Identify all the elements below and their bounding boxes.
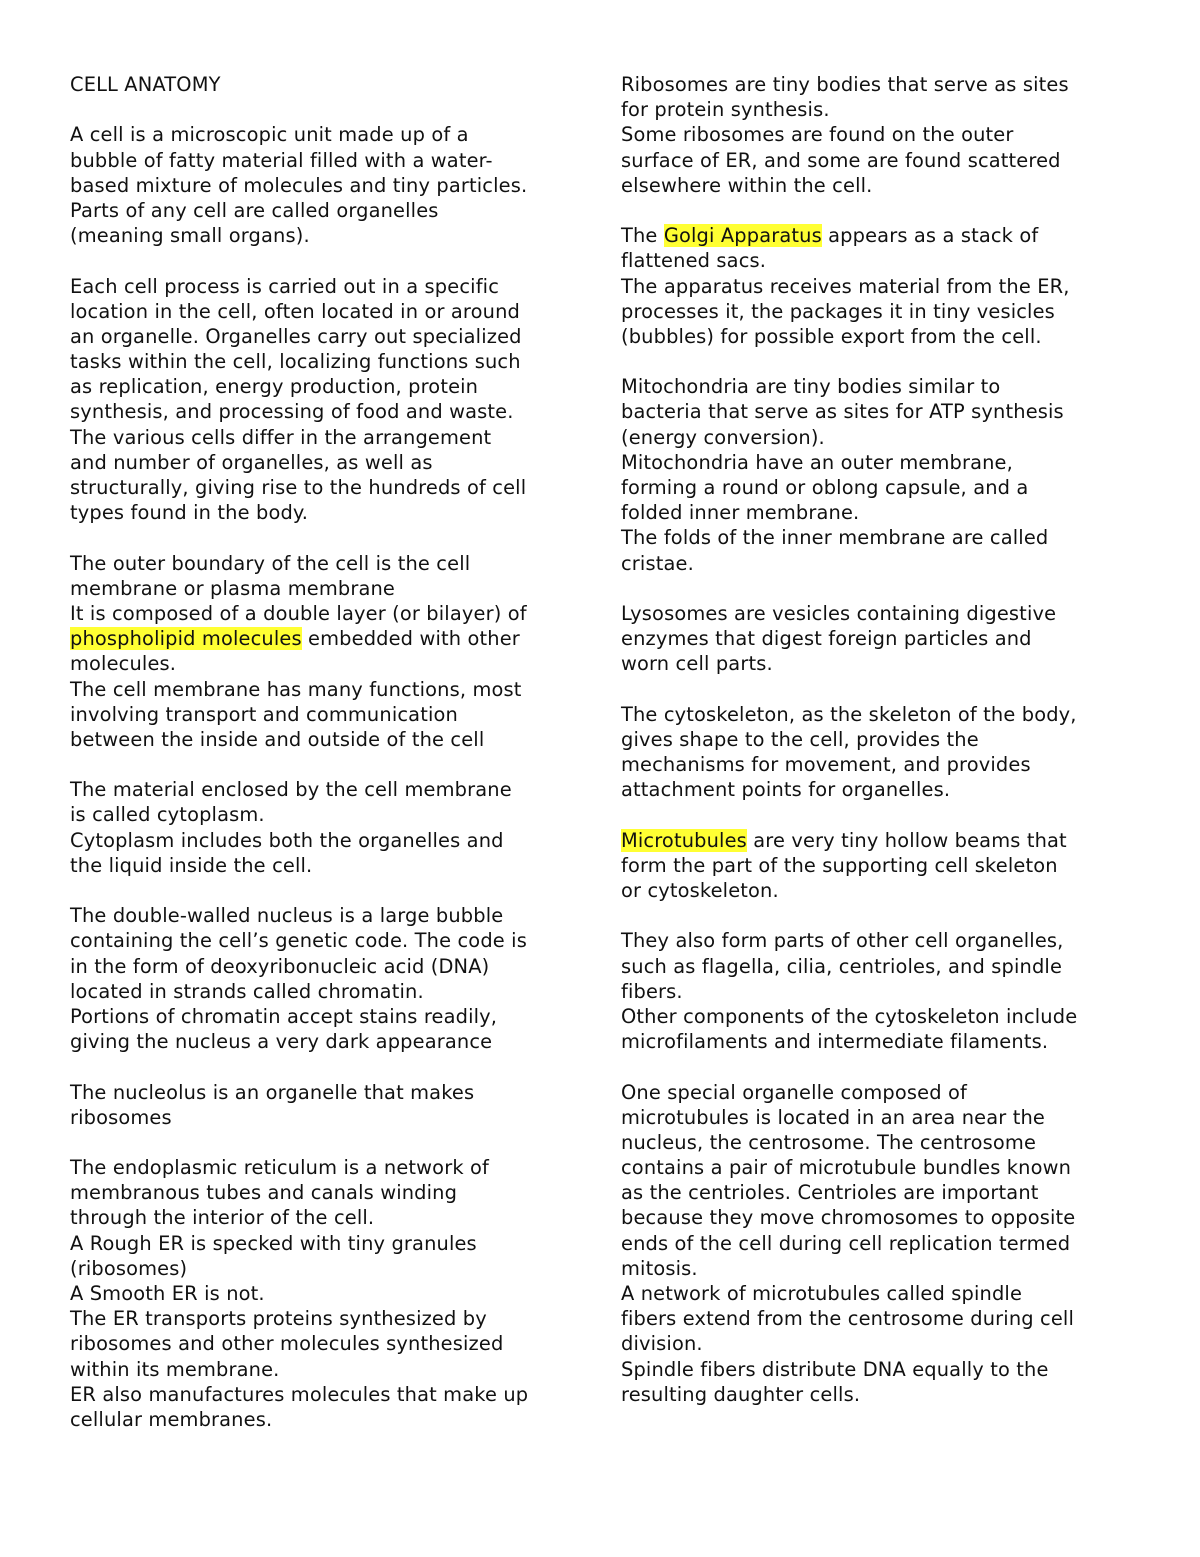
text-line: giving the nucleus a very dark appearance — [70, 1030, 493, 1054]
right-column — [621, 72, 1131, 1407]
text-line: microtubules is located in an area near the — [621, 1105, 1045, 1129]
paragraph-gap — [70, 248, 580, 273]
highlighted-term: Microtubules — [621, 828, 747, 852]
text-line: The endoplasmic reticulum is a network of — [70, 1156, 489, 1180]
text-line: nucleus, the centrosome. The centrosome — [621, 1130, 1037, 1154]
text-line: an organelle. Organelles carry out specialized — [70, 324, 522, 348]
text-line: because they move chromosomes to opposite — [621, 1206, 1076, 1230]
text-line: Lysosomes are vesicles containing digestive — [621, 601, 1057, 625]
paragraph-gap — [70, 752, 580, 777]
text-line: They also form parts of other cell organelles, — [621, 929, 1064, 953]
paragraph-gap — [621, 802, 1131, 827]
text-segment: The — [621, 224, 664, 248]
text-line: is called cytoplasm. — [70, 803, 265, 827]
text-line: molecules. — [70, 652, 177, 676]
text-line: fibers extend from the centrosome during cell — [621, 1307, 1074, 1331]
paragraph-gap — [621, 349, 1131, 374]
text-segment: are very tiny hollow beams that — [746, 828, 1067, 852]
text-line: bubble of fatty material filled with a water- — [70, 148, 493, 172]
text-line: membranous tubes and canals winding — [70, 1181, 458, 1205]
text-line: fibers. — [621, 979, 683, 1003]
text-segment: appears as a stack of — [821, 224, 1039, 248]
text-line: The apparatus receives material from the ER, — [621, 274, 1070, 298]
paragraph-gap — [621, 576, 1131, 601]
text-line: the liquid inside the cell. — [70, 853, 313, 877]
text-line: Parts of any cell are called organelles — [70, 198, 439, 222]
text-line: The various cells differ in the arrangement — [70, 425, 492, 449]
paragraph-gap — [621, 1054, 1131, 1079]
text-line: located in strands called chromatin. — [70, 979, 424, 1003]
text-line: Ribosomes are tiny bodies that serve as sites — [621, 73, 1069, 96]
text-line: processes it, the packages it in tiny vesicles — [621, 299, 1055, 323]
text-line: folded inner membrane. — [621, 501, 860, 525]
paragraph-gap — [621, 677, 1131, 702]
text-line: synthesis, and processing of food and waste. — [70, 400, 514, 424]
text-line: A Rough ER is specked with tiny granules — [70, 1231, 477, 1255]
text-line: (ribosomes) — [70, 1256, 188, 1280]
text-line: The ER transports proteins synthesized by — [70, 1307, 487, 1331]
text-line: ER also manufactures molecules that make up — [70, 1382, 529, 1406]
text-line: within its membrane. — [70, 1357, 280, 1381]
text-line: as the centrioles. Centrioles are important — [621, 1181, 1039, 1205]
text-line: elsewhere within the cell. — [621, 173, 873, 197]
text-line: The double-walled nucleus is a large bubble — [70, 904, 504, 928]
text-line: A network of microtubules called spindle — [621, 1282, 1023, 1305]
text-line: for protein synthesis. — [621, 98, 830, 122]
text-line: Spindle fibers distribute DNA equally to the — [621, 1357, 1049, 1381]
text-line: enzymes that digest foreign particles and — [621, 627, 1032, 651]
paragraph-gap — [70, 878, 580, 903]
text-line: ends of the cell during cell replication termed — [621, 1231, 1071, 1255]
text-line: CELL ANATOMY — [70, 73, 221, 96]
text-line: Mitochondria are tiny bodies similar to — [621, 375, 1001, 399]
text-line: The folds of the inner membrane are called — [621, 526, 1049, 550]
text-line: attachment points for organelles. — [621, 778, 951, 802]
text-line: It is composed of a double layer (or bilayer) of — [70, 601, 527, 625]
text-line — [621, 223, 1131, 248]
text-line — [621, 828, 1131, 853]
highlighted-term: Golgi Apparatus — [663, 224, 822, 248]
text-line: form the part of the supporting cell skeleton — [621, 853, 1058, 877]
text-line: contains a pair of microtubule bundles known — [621, 1156, 1072, 1180]
text-line: or cytoskeleton. — [621, 879, 779, 902]
text-line: resulting daughter cells. — [621, 1382, 861, 1406]
text-line: The material enclosed by the cell membrane — [70, 778, 512, 802]
text-line: in the form of deoxyribonucleic acid (DNA) — [70, 954, 490, 978]
paragraph-gap — [70, 1054, 580, 1079]
text-line: Cytoplasm includes both the organelles and — [70, 828, 504, 852]
text-line: tasks within the cell, localizing functions such — [70, 350, 521, 374]
paragraph-gap — [70, 1130, 580, 1155]
text-line: forming a round or oblong capsule, and a — [621, 476, 1029, 499]
text-line: Other components of the cytoskeleton include — [621, 1004, 1078, 1028]
paragraph-gap — [70, 97, 580, 122]
left-column — [70, 72, 580, 1432]
text-line: structurally, giving rise to the hundreds of cell — [70, 476, 527, 499]
text-line: based mixture of molecules and tiny particles. — [70, 173, 528, 197]
text-line: surface of ER, and some are found scattered — [621, 148, 1061, 172]
text-line: Portions of chromatin accept stains readily, — [70, 1004, 498, 1028]
text-line: microfilaments and intermediate filaments. — [621, 1030, 1049, 1054]
paragraph-gap — [70, 525, 580, 550]
text-line: as replication, energy production, protein — [70, 375, 479, 399]
text-line: (energy conversion). — [621, 425, 825, 449]
text-line: types found in the body. — [70, 501, 309, 525]
text-line: through the interior of the cell. — [70, 1206, 375, 1230]
text-line: involving transport and communication — [70, 702, 458, 726]
text-line: flattened sacs. — [621, 249, 767, 273]
text-line: division. — [621, 1332, 703, 1356]
text-line — [70, 626, 580, 651]
text-line: The outer boundary of the cell is the cell — [70, 551, 471, 575]
text-line: ribosomes — [70, 1105, 172, 1129]
text-line: worn cell parts. — [621, 652, 773, 676]
text-line: Some ribosomes are found on the outer — [621, 123, 1014, 147]
text-line: membrane or plasma membrane — [70, 576, 396, 600]
text-line: The cell membrane has many functions, most — [70, 677, 522, 701]
text-line: A Smooth ER is not. — [70, 1282, 265, 1305]
text-line: such as flagella, cilia, centrioles, and spindle — [621, 954, 1063, 978]
text-line: cellular membranes. — [70, 1407, 273, 1431]
text-line: gives shape to the cell, provides the — [621, 727, 979, 751]
highlighted-term: phospholipid molecules — [70, 627, 302, 651]
text-line: mechanisms for movement, and provides — [621, 753, 1031, 777]
text-line: between the inside and outside of the cell — [70, 727, 485, 751]
text-line: containing the cell’s genetic code. The code is — [70, 929, 527, 953]
text-line: mitosis. — [621, 1256, 698, 1280]
text-line: (bubbles) for possible export from the cell. — [621, 324, 1042, 348]
text-line: One special organelle composed of — [621, 1080, 967, 1104]
paragraph-gap — [621, 198, 1131, 223]
text-line: A cell is a microscopic unit made up of a — [70, 123, 469, 147]
text-line: The nucleolus is an organelle that makes — [70, 1080, 475, 1104]
text-line: location in the cell, often located in or around — [70, 299, 520, 323]
text-line: The cytoskeleton, as the skeleton of the body, — [621, 702, 1077, 726]
text-line: Mitochondria have an outer membrane, — [621, 450, 1013, 474]
text-line: bacteria that serve as sites for ATP synthesis — [621, 400, 1064, 424]
text-line: ribosomes and other molecules synthesized — [70, 1332, 504, 1356]
text-line: Each cell process is carried out in a specific — [70, 274, 500, 298]
text-segment: embedded with other — [301, 627, 520, 651]
paragraph-gap — [621, 903, 1131, 928]
text-line: (meaning small organs). — [70, 224, 310, 248]
text-line: and number of organelles, as well as — [70, 450, 433, 474]
text-line: cristae. — [621, 551, 694, 575]
